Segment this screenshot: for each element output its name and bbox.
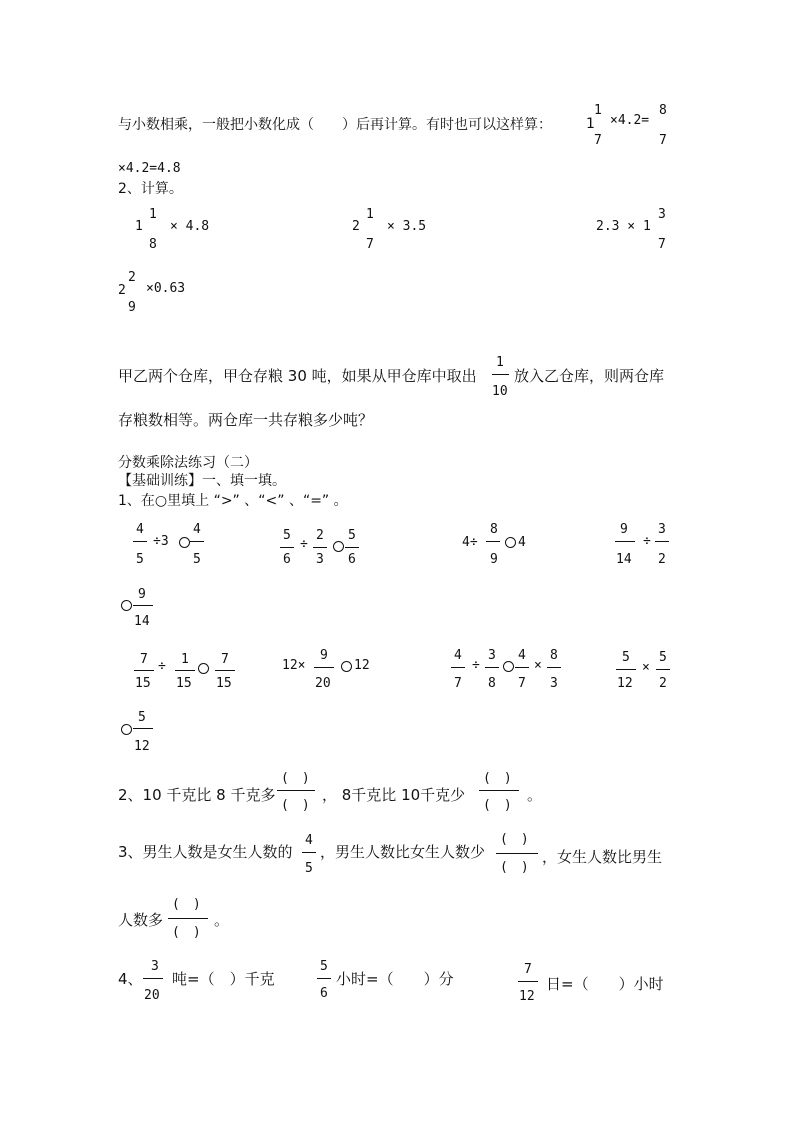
q3-a: 3、男生人数是女生人数的 [118, 843, 293, 861]
q3-num-blank2[interactable]: ( ) [172, 897, 201, 912]
c2d-n2: 5 [659, 650, 667, 665]
intro-text: 与小数相乘，一般把小数化成（ ）后再计算。有时也可以这样算： [118, 117, 552, 133]
c2a-bar2 [175, 670, 195, 671]
c1d-n1: 9 [620, 522, 628, 537]
q3-den-blank[interactable]: ( ) [500, 860, 529, 875]
q2-i3-num: 3 [658, 207, 666, 222]
c2c-n2: 3 [488, 648, 496, 663]
q3-bar1 [496, 853, 538, 854]
c2a-n2: 1 [181, 652, 189, 667]
c2d-n1: 5 [622, 650, 630, 665]
intro-ex-mul: ×4.2= [610, 113, 650, 128]
c1c-pre: 4÷ [462, 535, 478, 550]
intro-ex-whole: 1 [586, 116, 595, 132]
q2-i1-whole: 1 [135, 219, 143, 234]
c2c-bar1 [451, 667, 465, 668]
section-title: 分数乘除法练习（二） [118, 455, 258, 471]
c1b-bar1 [280, 547, 294, 548]
c2d-op: × [642, 660, 650, 675]
q3-d: 人数多 [118, 911, 164, 929]
c1a-d2: 5 [193, 552, 201, 567]
c2a-bar3 [215, 670, 235, 671]
c1c-bar [486, 541, 500, 542]
c1c-d: 9 [490, 552, 498, 567]
q2-i3-pre: 2.3 × 1 [596, 219, 651, 234]
wp-line2: 存粮数相等。两仓库一共存粮多少吨？ [118, 411, 374, 429]
c2e-n: 5 [138, 710, 146, 725]
compare-circle[interactable] [198, 663, 209, 674]
c2c-d1: 7 [454, 676, 462, 691]
q2fill-b: ， 8千克比 10千克少 [322, 786, 466, 804]
q2-i4-rest: ×0.63 [146, 281, 186, 296]
c1b-d3: 6 [348, 552, 356, 567]
c2a-d3: 15 [216, 676, 232, 691]
q3-num-blank[interactable]: ( ) [500, 832, 529, 847]
q4-a-text: 吨=（ ）千克 [172, 970, 275, 988]
q2fill-den-blank[interactable]: ( ) [483, 798, 512, 813]
c2e-d: 12 [134, 739, 150, 754]
c1b-d2: 3 [316, 552, 324, 567]
q3-e: 。 [214, 911, 230, 929]
c2d-d1: 12 [617, 676, 633, 691]
compare-circle[interactable] [503, 661, 514, 672]
intro-ex-num: 1 [594, 103, 602, 118]
q4-a-bar [143, 978, 163, 979]
wp-frac-bar [492, 374, 509, 375]
q4-c-num: 7 [524, 962, 532, 977]
c2c-op2: × [534, 658, 542, 673]
q4-b-text: 小时=（ ）分 [336, 970, 454, 988]
q2fill-num-blank[interactable]: ( ) [483, 771, 512, 786]
wp-line1a: 甲乙两个仓库，甲仓存粮 30 吨，如果从甲仓库中取出 [118, 367, 477, 385]
c2a-d2: 15 [176, 676, 192, 691]
q2-i3-den: 7 [658, 237, 666, 252]
q2-i4-den: 9 [128, 300, 136, 315]
c1d-bar1 [615, 541, 635, 542]
compare-circle[interactable] [333, 541, 344, 552]
q4-b-num: 5 [320, 959, 328, 974]
intro-ex-den2: 7 [659, 133, 667, 148]
c2b-post: 12 [354, 658, 370, 673]
q2fill-den-blank[interactable]: ( ) [281, 798, 310, 813]
c1b-n2: 2 [316, 528, 324, 543]
intro-ex-num2: 8 [659, 103, 667, 118]
q4-a-num: 3 [151, 959, 159, 974]
q3-b: ，男生人数比女生人数少 [320, 843, 486, 861]
q3-c: ，女生人数比男生 [542, 848, 663, 866]
intro-ex-den: 7 [594, 133, 602, 148]
c1a-bar1 [133, 541, 147, 542]
c1a-bar2 [190, 541, 204, 542]
wp-den: 10 [492, 384, 508, 399]
c1b-op: ÷ [300, 537, 308, 552]
c1d-op: ÷ [643, 534, 651, 549]
c1e-bar [133, 605, 153, 606]
c2c-bar2 [485, 667, 499, 668]
q2-i1-rest: × 4.8 [170, 219, 210, 234]
c2d-bar1 [616, 669, 636, 670]
q2fill-bar1 [277, 790, 315, 791]
c2e-bar [133, 728, 153, 729]
c2c-n4: 8 [550, 648, 558, 663]
intro-cont: ×4.2=4.8 [118, 161, 181, 176]
section-q1: 1、在○里填上 “>” 、“<” 、“=” 。 [118, 493, 348, 509]
compare-circle[interactable] [505, 537, 516, 548]
c1c-n: 8 [490, 522, 498, 537]
c2c-d3: 7 [518, 676, 526, 691]
q3-den: 5 [305, 861, 313, 876]
c2c-d4: 3 [550, 676, 558, 691]
c1b-n3: 5 [348, 528, 356, 543]
q2-i1-num: 1 [149, 207, 157, 222]
compare-circle[interactable] [341, 661, 352, 672]
c2d-bar2 [656, 669, 670, 670]
c1d-bar2 [655, 541, 669, 542]
q3-frac-bar [302, 852, 316, 853]
c2b-pre: 12× [282, 658, 306, 673]
c2c-d2: 8 [488, 676, 496, 691]
c1c-post: 4 [518, 535, 526, 550]
c2a-bar1 [134, 670, 154, 671]
c2c-bar4 [547, 667, 561, 668]
c1a-d1: 5 [136, 552, 144, 567]
c2b-n: 9 [320, 648, 328, 663]
c1b-bar2 [313, 547, 327, 548]
c1d-n2: 3 [658, 522, 666, 537]
c2c-bar3 [515, 667, 529, 668]
q4-c-text: 日=（ ）小时 [546, 975, 664, 993]
c2b-d: 20 [315, 676, 331, 691]
compare-circle[interactable] [121, 600, 132, 611]
c1a-n2: 4 [193, 522, 201, 537]
q2-i2-den: 7 [366, 237, 374, 252]
c1a-n1: 4 [136, 522, 144, 537]
c1d-d1: 14 [616, 552, 632, 567]
c1d-d2: 2 [658, 552, 666, 567]
q2-i4-whole: 2 [118, 283, 126, 298]
c1b-d1: 6 [283, 552, 291, 567]
q4-a-den: 20 [144, 988, 160, 1003]
c1a-op: ÷3 [153, 534, 169, 549]
q3-bar2 [168, 918, 208, 919]
c2c-n1: 4 [454, 648, 462, 663]
c2d-d2: 2 [659, 676, 667, 691]
section-basic: 【基础训练】一、填一填。 [118, 473, 286, 489]
q4-pre: 4、 [118, 970, 143, 988]
compare-circle[interactable] [121, 724, 132, 735]
c1e-d: 14 [134, 614, 150, 629]
q3-num: 4 [305, 833, 313, 848]
c1b-bar3 [345, 547, 359, 548]
c2a-d1: 15 [135, 676, 151, 691]
q2fill-c: 。 [527, 786, 543, 804]
c2b-bar [314, 667, 334, 668]
q4-c-den: 12 [519, 989, 535, 1004]
c2c-op: ÷ [472, 658, 480, 673]
q3-den-blank2[interactable]: ( ) [172, 925, 201, 940]
q4-b-bar [317, 978, 331, 979]
q2-i2-num: 1 [366, 207, 374, 222]
c2a-n1: 7 [140, 652, 148, 667]
c1e-n: 9 [138, 587, 146, 602]
q2-i2-whole: 2 [352, 219, 360, 234]
wp-line1b: 放入乙仓库，则两仓库 [514, 367, 665, 385]
q2-i1-den: 8 [149, 237, 157, 252]
c2a-op: ÷ [158, 659, 166, 674]
c2a-n3: 7 [221, 652, 229, 667]
q4-b-den: 6 [320, 986, 328, 1001]
q4-c-bar [518, 981, 538, 982]
q2-heading: 2、计算。 [118, 181, 183, 197]
q2fill-num-blank[interactable]: ( ) [281, 771, 310, 786]
q2-i4-num: 2 [128, 270, 136, 285]
q2-i2-rest: × 3.5 [387, 219, 427, 234]
q2fill-bar2 [479, 790, 519, 791]
wp-num: 1 [496, 355, 504, 370]
c2c-n3: 4 [518, 648, 526, 663]
q2fill-a: 2、10 千克比 8 千克多 [118, 786, 276, 804]
compare-circle[interactable] [179, 537, 190, 548]
c1b-n1: 5 [283, 528, 291, 543]
